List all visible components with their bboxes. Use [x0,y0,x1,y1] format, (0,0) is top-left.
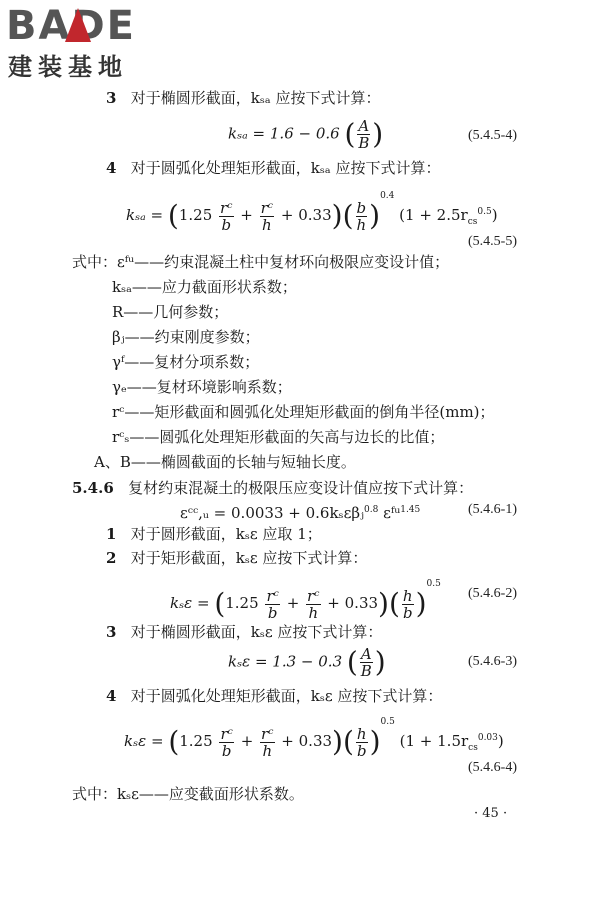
logo-triangle-icon [65,8,91,42]
subscript: cs [468,743,478,753]
fraction-numerator: A [360,645,372,663]
item-2-rect [106,548,367,568]
item-number: 3 [106,623,117,641]
fraction-denominator: h [262,215,272,234]
factor: (1 + 1.5r [399,732,469,750]
equation-5-4-5-4: kₛₐ = 1.6 − 0.6 ( $\frac{A}{B}$ ) [228,117,384,152]
item-number: 1 [106,525,117,543]
equation-label: (5.4.6-2) [468,586,517,601]
equation-5-4-6-1 [180,500,420,523]
equation-label: (5.4.6-4) [468,760,517,775]
item-text: 对于矩形截面，kₛε 应按下式计算： [130,549,368,567]
item-3-ellipse [106,88,380,108]
item-text: 对于圆弧化处理矩形截面，kₛₐ 应按下式计算： [130,159,441,177]
exponent: 1.45 [400,505,421,515]
exponent: 0.8 [364,505,379,515]
where-item: kₛₐ——应力截面形状系数； [112,278,297,296]
operator: + [240,732,254,750]
fraction-numerator: A [358,117,370,135]
clause-5-4-6 [72,478,473,498]
bade-logo [6,4,176,84]
fraction-denominator: B [360,662,372,680]
fraction-denominator: h [356,215,367,234]
paren-close: ) [497,732,504,750]
equation-body: εᶜᶜ,ᵤ = 0.0033 + 0.6kₛεβⱼ [180,504,365,522]
where-item: γᶠ——复材分项系数； [112,353,260,371]
fraction-numerator: rᶜ [261,724,274,743]
subscript: cs [467,217,478,227]
equation-label: (5.4.6-1) [468,502,517,517]
item-3-ellipse [106,622,382,642]
where-item: γₑ——复材环境影响系数； [112,378,292,396]
equation-lhs: kₛₐ = [126,206,164,224]
constant-term: + 0.33 [327,594,379,612]
item-4-rounded-rect [106,158,440,178]
page-number: · 45 · [474,806,508,821]
equation-label: (5.4.5-4) [468,128,517,143]
equation-5-4-6-2: kₛε = (1.25 $\frac{\text{rᶜ}}{b}$ + $\frac{\text{rᶜ}}{h}$ + 0.33)( $\frac{h}{b}$ )$^{0.5}$ [170,579,441,622]
exponent: 0.4 [380,191,395,201]
equation-label: (5.4.6-3) [468,654,517,669]
equation-5-4-6-3: kₛε = 1.3 − 0.3 ( $\frac{A}{B}$ ) [228,645,386,680]
coefficient: 1.25 [179,732,213,750]
constant-term: + 0.33 [281,732,333,750]
item-number: 4 [106,687,117,705]
equation-lhs: kₛε = 1.3 − 0.3 [228,652,343,671]
fraction-numerator: b [356,198,367,217]
fraction-denominator: h [262,741,273,760]
coefficient: 1.25 [225,594,259,612]
equation-5-4-5-5: kₛₐ = (1.25 $\frac{\text{rᶜ}}{b}$ + $\frac{\text{rᶜ}}{h}$ + 0.33)( $\frac{b}{h}$ )$^{0.4}$ $(1 + 2.5r_{cs}^{0.5})$ [126,191,498,234]
equation-lhs: kₛε = [170,594,210,612]
item-text: 对于圆形截面，kₛε 应取 1； [130,525,322,543]
coefficient: 1.25 [178,206,213,224]
where-intro-1: 式中：εᶠᵘ——约束混凝土柱中复材环向极限应变设计值； [72,253,450,271]
operator: + [286,594,300,612]
paren-close: ) [491,206,498,224]
logo-subtitle: 建装基地 [8,53,128,81]
equation-lhs: kₛₐ = 1.6 − 0.6 [228,124,340,143]
item-1-circle [106,524,322,544]
fraction-denominator: b [221,215,232,234]
fraction-denominator: b [402,603,413,622]
where-item: rᶜ——矩形截面和圆弧化处理矩形截面的倒角半径(mm)； [112,403,495,421]
item-number: 2 [106,549,117,567]
fraction-denominator: b [221,741,232,760]
fraction-denominator: h [308,603,319,622]
factor: (1 + 2.5r [399,206,468,224]
where-item: R——几何参数； [112,303,229,321]
item-number: 3 [106,89,117,107]
equation-5-4-6-4: kₛε = (1.25 $\frac{\text{rᶜ}}{b}$ + $\frac{\text{rᶜ}}{h}$ + 0.33)( $\frac{h}{b}$ )$^{0.5}$ $(1 + 1.5r_{cs}^{0.03})$ [124,717,504,760]
operator: + [240,206,253,224]
logo-text: BADE [6,3,136,49]
where-intro-2: 式中：kₛε——应变截面形状系数。 [72,785,304,803]
exponent: 0.03 [477,733,498,743]
fraction-numerator: rᶜ [266,586,279,605]
item-text: 对于椭圆形截面，kₛε 应按下式计算： [130,623,383,641]
item-text: 对于圆弧化处理矩形截面，kₛε 应按下式计算： [130,687,443,705]
equation-tail: εᶠᵘ [383,504,401,522]
fraction-numerator: h [356,724,367,743]
exponent: 0.5 [477,207,492,217]
where-item: rᶜₛ——圆弧化处理矩形截面的矢高与边长的比值； [112,428,445,446]
fraction-denominator: B [358,134,370,152]
item-4-rounded-rect [106,686,442,706]
where-item: βⱼ——约束刚度参数； [112,328,260,346]
exponent: 0.5 [426,579,441,589]
item-text: 对于椭圆形截面，kₛₐ 应按下式计算： [130,89,381,107]
clause-number: 5.4.6 [72,479,114,497]
exponent: 0.5 [380,717,395,727]
constant-term: + 0.33 [280,206,332,224]
where-item: A、B——椭圆截面的长轴与短轴长度。 [94,453,356,471]
item-number: 4 [106,159,117,177]
fraction-denominator: b [267,603,278,622]
fraction-numerator: rᶜ [260,198,274,217]
equation-lhs: kₛε = [124,732,164,750]
clause-text: 复材约束混凝土的极限压应变设计值应按下式计算： [128,479,474,497]
fraction-denominator: b [356,741,367,760]
fraction-numerator: rᶜ [307,586,320,605]
fraction-numerator: rᶜ [220,724,233,743]
equation-label: (5.4.5-5) [468,234,517,249]
fraction-numerator: rᶜ [220,198,233,217]
fraction-numerator: h [402,586,413,605]
